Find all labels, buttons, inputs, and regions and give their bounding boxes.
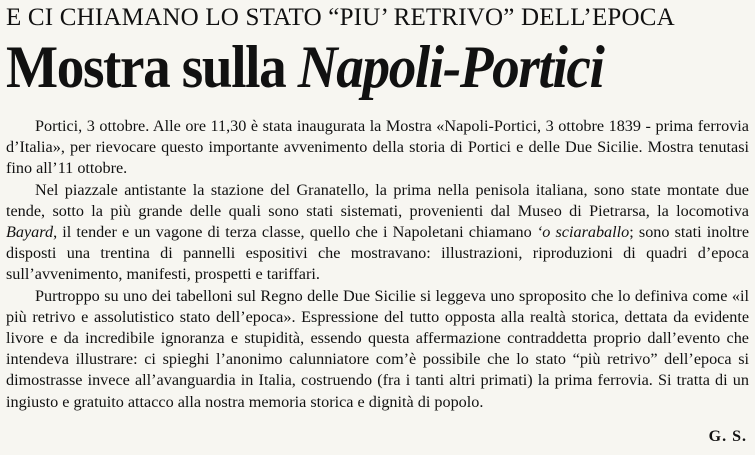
paragraph-emphasis: Bayard [6, 223, 54, 242]
headline-part-italic: Napoli-Portici [297, 34, 604, 100]
paragraph-emphasis: ‘o sciaraballo [536, 223, 630, 242]
paragraph-2 [6, 180, 749, 286]
paragraph-3 [6, 286, 749, 413]
paragraph-text: Nel piazzale antistante la stazione del Granatello, la prima nella penisola italiana, sono state montate due tende, sotto la più grande delle quali sono stati sistemati, provenienti dal Museo di Pietrarsa, la locomotiva [6, 180, 749, 220]
paragraph-text: , il tender e un vagone di terza classe, quello che i Napoletani chiamano [53, 223, 537, 242]
paragraph-1 [6, 116, 749, 180]
article-headline [6, 32, 603, 102]
author-signature: G. S. [708, 428, 747, 445]
headline-part-regular: Mostra sulla [6, 34, 298, 100]
article-body [6, 116, 749, 413]
article-kicker: E CI CHIAMANO LO STATO “PIU’ RETRIVO” DELL’EPOCA [6, 4, 675, 31]
paragraph-text: Portici, 3 ottobre. Alle ore 11,30 è stata inaugurata la Mostra «Napoli-Portici, 3 ottobre 1839 - prima ferrovia d’Italia», per rievocare questo importante avvenimento della storia di Portici e delle Due Sicilie. Mostra tenutasi fino all’11 ottobre. [6, 117, 749, 178]
paragraph-text: ; sono stati inoltre disposti una trentina di pannelli espositivi che mostravano: illustrazioni, riproduzioni di quadri d’epoca sull’avvenimento, manifesti, prospetti e tariffari. [6, 223, 750, 284]
paragraph-text: Purtroppo su uno dei tabelloni sul Regno delle Due Sicilie si leggeva uno sproposito che lo definiva come «il più retrivo e assolutistico stato dell’epoca». Espressione del tutto opposta alla realtà storica, dettata da evidente livore e da incredibile ignoranza e stupidità, essendo questa affermazione contraddetta proprio dall’evento che intendeva illustrare: ci spieghi l’anonimo calunniatore com’è possibile che lo stato “più retrivo” dell’epoca si dimostrasse invece all’avanguardia in Italia, costruendo (fra i tanti altri primati) la prima ferrovia. Si tratta di un ingiusto e gratuito attacco alla nostra memoria storica e dignità di popolo. [6, 286, 749, 411]
